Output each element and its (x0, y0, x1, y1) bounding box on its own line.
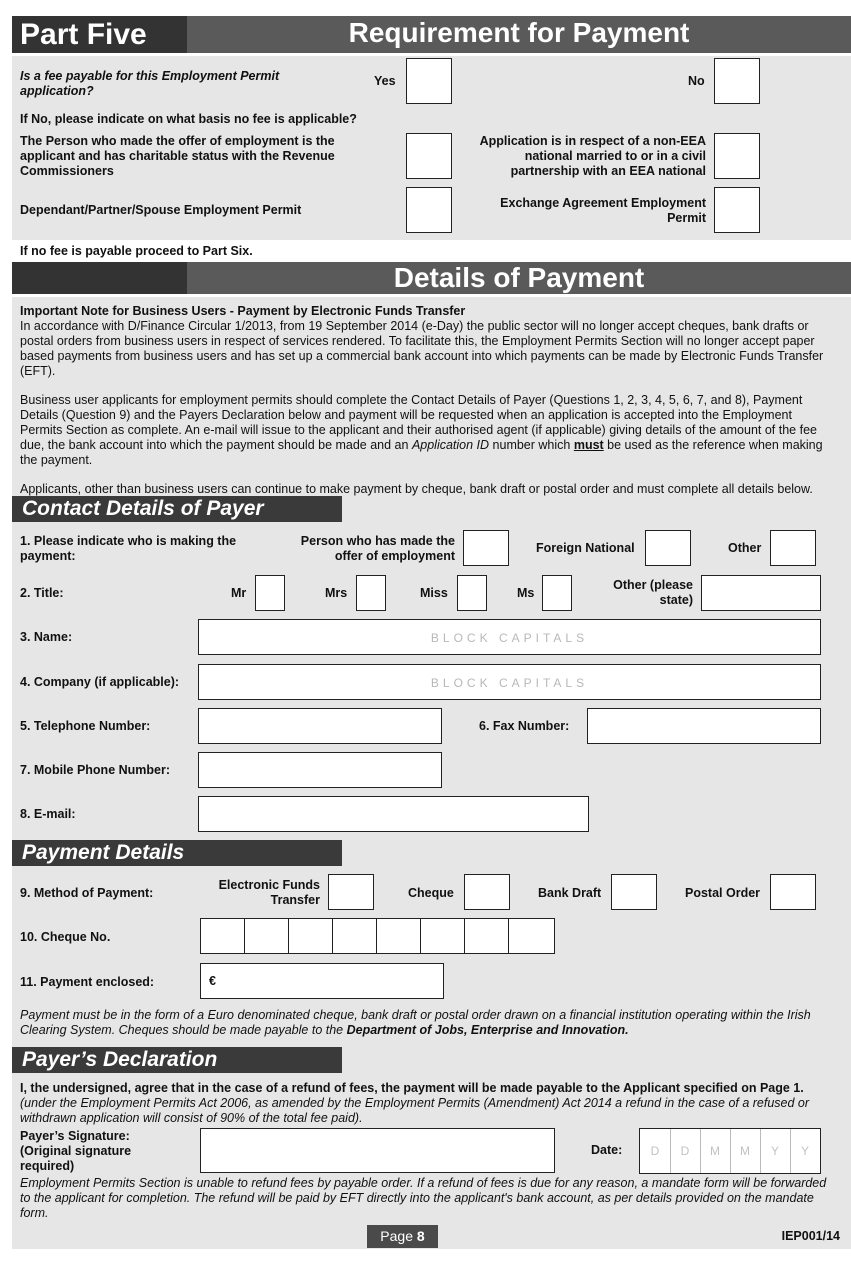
postal-order-label: Postal Order (685, 886, 761, 900)
charitable-status-label: The Person who made the offer of employment is the applicant and has charitable status with the Revenue Commissioners (20, 134, 335, 178)
no-fee-question: If No, please indicate on what basis no fee is applicable? (20, 112, 357, 126)
q4-label: 4. Company (if applicable): (20, 675, 180, 689)
method-cheque-checkbox[interactable] (464, 874, 510, 910)
method-postal-order-checkbox[interactable] (770, 874, 816, 910)
q3-label: 3. Name: (20, 630, 73, 644)
exchange-permit-label: Exchange Agreement Employment Permit (500, 196, 706, 225)
eft-label: Electronic Funds Transfer (218, 878, 320, 907)
title-miss-checkbox[interactable] (457, 575, 487, 611)
no-label: No (688, 74, 705, 88)
q1-label: 1. Please indicate who is making the payment: (20, 534, 237, 563)
mobile-field[interactable] (198, 752, 442, 788)
date-month-1: M (700, 1129, 731, 1173)
payer-offer-checkbox[interactable] (463, 530, 509, 566)
mrs-label: Mrs (325, 586, 348, 600)
yes-label: Yes (374, 74, 396, 88)
part-five-banner (12, 16, 851, 53)
miss-label: Miss (420, 586, 448, 600)
refund-note: Employment Permits Section is unable to refund fees by payable order. If a refund of fees is due for any reason, a mandate form will be forwarded to the applicant for completion. The refund will be paid by EFT directly into the applicant's bank account, as per details provided on the mandate form. (20, 1176, 827, 1220)
payment-amount-field[interactable] (200, 963, 444, 999)
euro-symbol: € (209, 974, 216, 988)
non-eea-spouse-label: Application is in respect of a non-EEA national married to or in a civil partnership with an EEA national (479, 134, 706, 178)
dependant-permit-label: Dependant/Partner/Spouse Employment Permit (20, 203, 302, 217)
payment-form-note: Payment must be in the form of a Euro denominated cheque, bank draft or postal order drawn on a financial institution operating within the Irish Clearing System. Cheques should be made payable to the Department of Jobs, Enterprise and Innovation. (20, 1008, 811, 1037)
date-year-2: Y (800, 1144, 809, 1158)
eft-paragraph-1: In accordance with D/Finance Circular 1/2013, from 19 September 2014 (e-Day) the public sector will no longer accept cheques, bank drafts or postal orders from business users in respect of services rendered. To facilitate this, the Employment Permits Section will no longer accept paper based payments from business users and has set up a commercial bank account into which payments can be made by Electronic Funds Transfer (EFT). (20, 319, 824, 378)
charitable-status-checkbox[interactable] (406, 133, 452, 179)
q5-label: 5. Telephone Number: (20, 719, 151, 733)
non-eea-spouse-checkbox[interactable] (714, 133, 760, 179)
q1-offer-label: Person who has made the offer of employment (300, 534, 455, 563)
ms-label: Ms (517, 586, 535, 600)
fee-yes-checkbox[interactable] (406, 58, 452, 104)
title-mr-checkbox[interactable] (255, 575, 285, 611)
q7-label: 7. Mobile Phone Number: (20, 763, 171, 777)
telephone-field[interactable] (198, 708, 442, 744)
cheque-number-field[interactable] (200, 918, 555, 954)
q2-label: 2. Title: (20, 586, 64, 600)
payer-declaration-header: Payer’s Declaration (12, 1047, 342, 1073)
date-day-2: D (670, 1129, 701, 1173)
part-label: Part Five (20, 18, 147, 51)
date-field[interactable] (639, 1128, 821, 1174)
date-day-1: D (640, 1129, 671, 1173)
eft-paragraph-2: Business user applicants for employment permits should complete the Contact Details of Payer (Questions 1, 2, 3, 4, 5, 6, 7, and 8), Payment Details (Question 9) and the Payers Declaration below and payment will be requested when an application is accepted into the Employment Permits Section as complete. An e-mail will issue to the applicant and their authorised agent (if applicable) giving details of the amount of the fee due, the bank account into which the payment should be made and an Application ID number which must be used as the reference when making the payment. (20, 393, 823, 467)
form-code: IEP001/14 (781, 1229, 840, 1243)
proceed-note: If no fee is payable proceed to Part Six. (20, 244, 253, 258)
contact-details-header: Contact Details of Payer (12, 496, 342, 522)
page-number: Page 8 (367, 1225, 438, 1248)
email-field[interactable] (198, 796, 589, 832)
fee-no-checkbox[interactable] (714, 58, 760, 104)
title-mrs-checkbox[interactable] (356, 575, 386, 611)
payment-details-header: Payment Details (12, 840, 342, 866)
date-year-1: Y (760, 1129, 791, 1173)
method-eft-checkbox[interactable] (328, 874, 374, 910)
eft-paragraph-3: Applicants, other than business users can continue to make payment by cheque, bank draft or postal order and must complete all details below. (20, 482, 813, 496)
date-label: Date: (591, 1143, 623, 1157)
method-bank-draft-checkbox[interactable] (611, 874, 657, 910)
section-title: Requirement for Payment (348, 17, 690, 48)
payer-other-checkbox[interactable] (770, 530, 816, 566)
q1-foreign-label: Foreign National (536, 541, 635, 555)
bank-draft-label: Bank Draft (538, 886, 602, 900)
dependant-permit-checkbox[interactable] (406, 187, 452, 233)
declaration-statement-note: (under the Employment Permits Act 2006, as amended by the Employment Permits (Amendment) Act 2014 a refund in the case of a refused or withdrawn application will consist of 90% of the total fee paid). (20, 1096, 810, 1125)
details-of-payment-banner (12, 262, 851, 294)
cheque-label: Cheque (408, 886, 454, 900)
eft-note-heading: Important Note for Business Users - Payment by Electronic Funds Transfer (20, 304, 466, 318)
title-ms-checkbox[interactable] (542, 575, 572, 611)
details-title: Details of Payment (393, 262, 645, 293)
q6-label: 6. Fax Number: (479, 719, 570, 733)
signature-field[interactable] (200, 1128, 555, 1173)
declaration-statement: I, the undersigned, agree that in the case of a refund of fees, the payment will be made payable to the Applicant specified on Page 1. (20, 1081, 804, 1095)
payer-foreign-checkbox[interactable] (645, 530, 691, 566)
q10-label: 10. Cheque No. (20, 930, 111, 944)
company-field[interactable]: BLOCK CAPITALS (198, 664, 821, 700)
fee-question: Is a fee payable for this Employment Permit application? (20, 69, 280, 98)
signature-label: Payer’s Signature: (Original signature required) (20, 1129, 132, 1173)
title-other-field[interactable] (701, 575, 821, 611)
date-month-2: M (730, 1129, 761, 1173)
exchange-permit-checkbox[interactable] (714, 187, 760, 233)
name-field[interactable]: BLOCK CAPITALS (198, 619, 821, 655)
q8-label: 8. E-mail: (20, 807, 76, 821)
q11-label: 11. Payment enclosed: (20, 975, 155, 989)
fax-field[interactable] (587, 708, 821, 744)
other-state-label: Other (please state) (613, 578, 693, 607)
q9-label: 9. Method of Payment: (20, 886, 154, 900)
q1-other-label: Other (728, 541, 762, 555)
mr-label: Mr (231, 586, 247, 600)
